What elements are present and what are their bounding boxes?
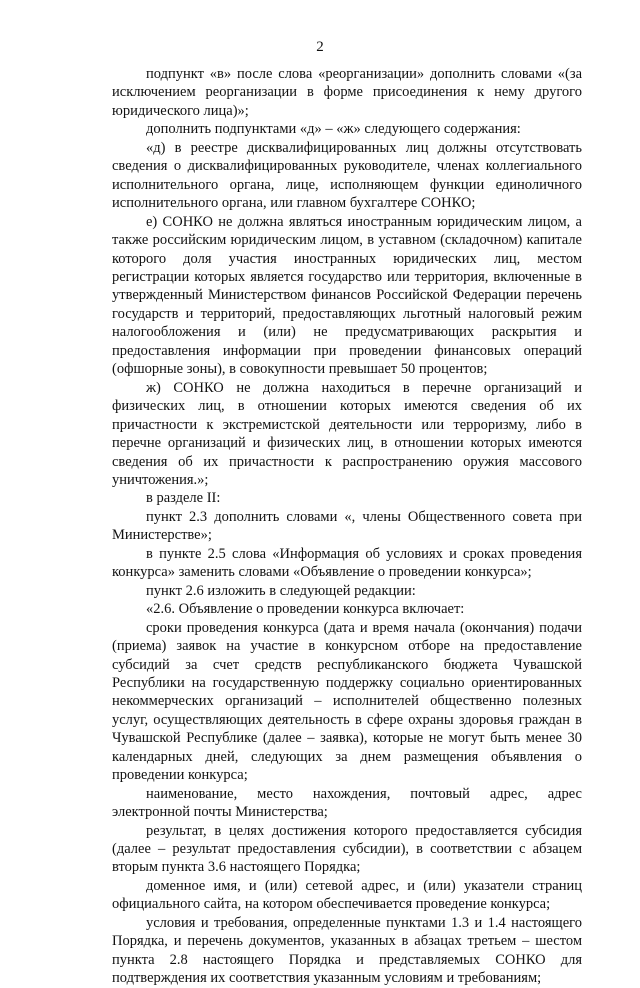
paragraph-domain-name: доменное имя, и (или) сетевой адрес, и (или) указатели страниц официального сайта, на котором обеспечивается проведение конкурса; xyxy=(112,877,582,913)
paragraph-subpoint-v: подпункт «в» после слова «реорганизации» дополнить словами «(за исключением реорганизации в форме присоединения к нему другого юридического лица)»; xyxy=(112,66,582,119)
page-number: 2 xyxy=(316,39,324,55)
paragraph-point-2-5: в пункте 2.5 слова «Информация об условиях и сроках проведения конкурса» заменить словами «Объявление о проведении конкурса»; xyxy=(112,545,582,581)
paragraph-subpoint-e: е) СОНКО не должна являться иностранным юридическим лицом, а также российским юридическим лицом, в уставном (складочном) капитале которого доля участия иностранных юридических лиц, местом регистрации которых является государство или территория, включенные в утвержденный Министерством финансов Российской Федерации перечень государств и территорий, предоставляющих льготный налоговый режим налогообложения и (или) не предусматривающих раскрытия и предоставления информации при проведении финансовых операций (офшорные зоны), в совокупности превышает 50 процентов; xyxy=(112,213,582,378)
paragraph-conditions: условия и требования, определенные пунктами 1.3 и 1.4 настоящего Порядка, и перечень документов, указанных в абзацах третьем – шестом пункта 2.8 настоящего Порядка и представляемых СОНКО для подтверждения их соответствия указанным условиям и требованиям; xyxy=(112,914,582,987)
paragraph-subsidy-result: результат, в целях достижения которого предоставляется субсидия (далее – результат предоставления субсидии), в соответствии с абзацем вторым пункта 3.6 настоящего Порядка; xyxy=(112,822,582,876)
paragraph-subpoint-zh: ж) СОНКО не должна находиться в перечне организаций и физических лиц, в отношении которых имеются сведения об их причастности к экстремистской деятельности или терроризму, либо в перечне организаций и физических лиц, в отношении которых имеются сведения об их причастности к распространению оружия массового уничтожения.»; xyxy=(112,379,582,488)
paragraph-deadlines: сроки проведения конкурса (дата и время начала (окончания) подачи (приема) заявок на участие в конкурсном отборе на предоставление субсидий за счет средств республиканского бюджета Чувашской Республики на государственную поддержку социально ориентированных некоммерческих организаций – исполнителей общественно полезных услуг, осуществляющих деятельность в сфере охраны здоровья граждан в Чувашской Республике (далее – заявка), которые не могут быть менее 30 календарных дней, следующих за днем размещения объявления о проведении конкурса; xyxy=(112,619,582,784)
document-body xyxy=(112,65,582,988)
paragraph-add-subpoints: дополнить подпунктами «д» – «ж» следующего содержания: xyxy=(146,121,521,138)
paragraph-subpoint-d: «д) в реестре дисквалифицированных лиц должны отсутствовать сведения о дисквалифицированных руководителе, членах коллегиального исполнительного органа, лице, исполняющем функции единоличного исполнительного органа, или главном бухгалтере СОНКО; xyxy=(112,139,582,212)
paragraph-section-2: в разделе II: xyxy=(146,490,221,507)
paragraph-point-2-3: пункт 2.3 дополнить словами «, члены Общественного совета при Министерстве»; xyxy=(112,508,582,544)
paragraph-ministry-address: наименование, место нахождения, почтовый адрес, адрес электронной почты Министерства; xyxy=(112,785,582,821)
paragraph-point-2-6: пункт 2.6 изложить в следующей редакции: xyxy=(146,582,416,599)
paragraph-announcement-heading: «2.6. Объявление о проведении конкурса включает: xyxy=(146,601,465,618)
